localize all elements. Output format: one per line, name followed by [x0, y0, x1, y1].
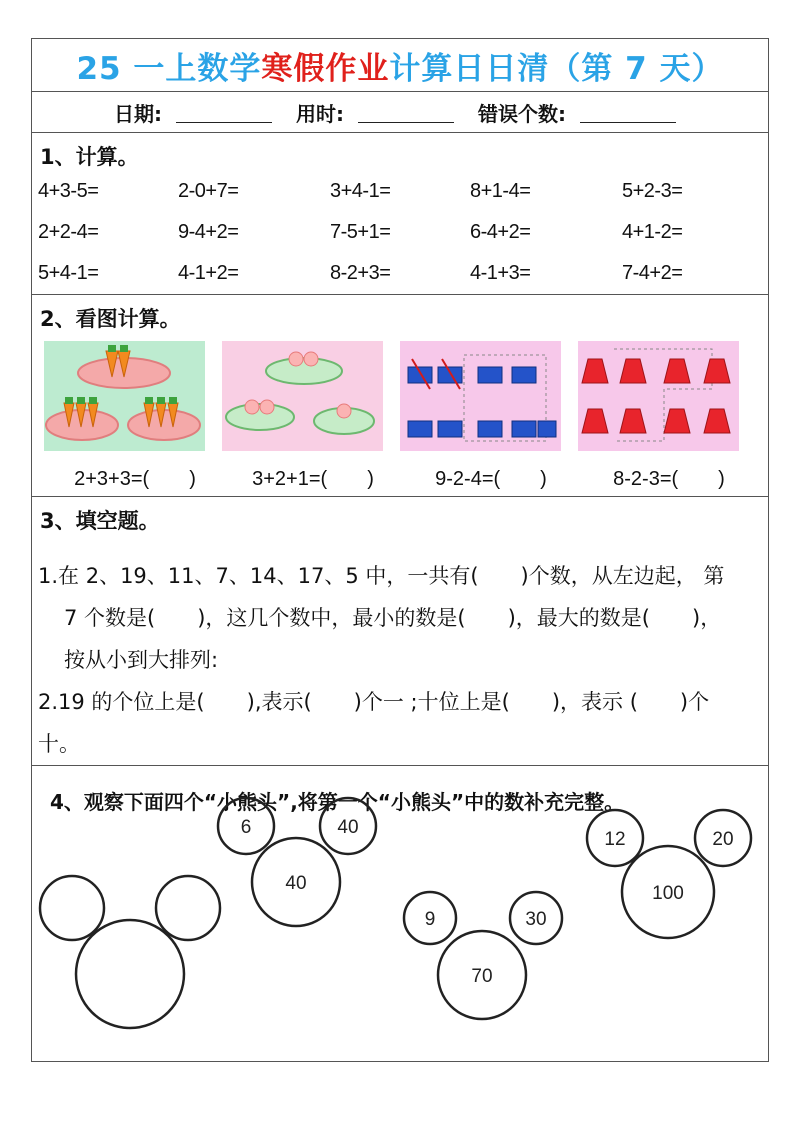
- calc-problem[interactable]: 9-4+2=: [178, 221, 239, 243]
- calc-problem[interactable]: 6-4+2=: [470, 221, 531, 243]
- worksheet: [31, 38, 769, 1062]
- calc-problem[interactable]: 5+4-1=: [38, 262, 99, 284]
- calc-problem[interactable]: 5+2-3=: [622, 180, 683, 202]
- section-calculation: [32, 133, 768, 295]
- section-picture-calc: [32, 295, 768, 497]
- question-1-line-3: 按从小到大排列:: [64, 648, 219, 672]
- answer-books[interactable]: 9-2-4=( ): [435, 467, 547, 490]
- bear4-face-number: 100: [652, 883, 684, 904]
- picture-row: [32, 333, 768, 451]
- section-title: 1、计算。: [40, 145, 139, 169]
- calc-problem[interactable]: 8-2+3=: [330, 262, 391, 284]
- dress-picture: [578, 341, 739, 451]
- title-highlight: 寒假作业: [261, 50, 390, 87]
- page-title: [32, 39, 768, 92]
- time-label: 用时:: [296, 101, 344, 126]
- bear1-right-ear: [156, 876, 220, 940]
- bear4-right-number: 20: [712, 829, 734, 850]
- calc-problem[interactable]: 3+4-1=: [330, 180, 391, 202]
- calc-grid: [32, 171, 768, 294]
- bear-heads-figure: [32, 766, 770, 1064]
- answer-dresses[interactable]: 8-2-3=( ): [613, 467, 725, 490]
- calc-problem[interactable]: 2+2-4=: [38, 221, 99, 243]
- bear2-left-number: 6: [240, 817, 252, 838]
- carrot-picture: [44, 341, 205, 451]
- bear4-left-number: 12: [604, 829, 626, 850]
- date-blank[interactable]: [176, 102, 272, 123]
- peach-picture: [222, 341, 383, 451]
- bear3-right-number: 30: [525, 909, 547, 930]
- errors-blank[interactable]: [580, 102, 676, 123]
- time-blank[interactable]: [358, 102, 454, 123]
- bear3-left-number: 9: [424, 909, 436, 930]
- section-title: 3、填空题。: [40, 509, 160, 533]
- calc-problem[interactable]: 4+1-2=: [622, 221, 683, 243]
- title-prefix: 25 一上数学: [76, 50, 262, 87]
- answer-carrots[interactable]: 2+3+3=( ): [74, 467, 196, 490]
- picture-answers: [32, 451, 768, 501]
- section-title: 4、观察下面四个“小熊头”,将第一个“小熊头”中的数补充完整。: [50, 790, 625, 814]
- info-row: [32, 92, 768, 133]
- bear3-face-number: 70: [471, 966, 493, 987]
- question-2-line-2: 十。: [38, 732, 80, 756]
- calc-problem[interactable]: 2-0+7=: [178, 180, 239, 202]
- question-1-line-1: 1.在 2、19、11、7、14、17、5 中，一共有( )个数，从左边起， 第: [38, 564, 725, 588]
- errors-label: 错误个数:: [478, 101, 566, 126]
- section-fill-blanks: [32, 497, 768, 766]
- bear1-left-ear: [40, 876, 104, 940]
- date-label: 日期:: [114, 101, 162, 126]
- question-2-line-1: 2.19 的个位上是( ),表示( )个一 ;十位上是( )，表示 ( )个: [38, 690, 710, 714]
- bear1-face: [76, 920, 184, 1028]
- question-1-line-2: 7 个数是( )，这几个数中，最小的数是( )，最大的数是( )，: [64, 606, 722, 630]
- calc-problem[interactable]: 4-1+2=: [178, 262, 239, 284]
- section-title: 2、看图计算。: [40, 307, 181, 331]
- calc-problem[interactable]: 7-4+2=: [622, 262, 683, 284]
- bear2-face-number: 40: [285, 873, 307, 894]
- calc-problem[interactable]: 8+1-4=: [470, 180, 531, 202]
- title-suffix: 计算日日清（第 7 天）: [389, 50, 724, 87]
- calc-problem[interactable]: 4-1+3=: [470, 262, 531, 284]
- section-bear-heads: [32, 766, 768, 1064]
- answer-peaches[interactable]: 3+2+1=( ): [252, 467, 374, 490]
- book-picture: [400, 341, 561, 451]
- bear2-right-number: 40: [337, 817, 359, 838]
- calc-problem[interactable]: 4+3-5=: [38, 180, 99, 202]
- fill-questions: [32, 535, 768, 765]
- calc-problem[interactable]: 7-5+1=: [330, 221, 391, 243]
